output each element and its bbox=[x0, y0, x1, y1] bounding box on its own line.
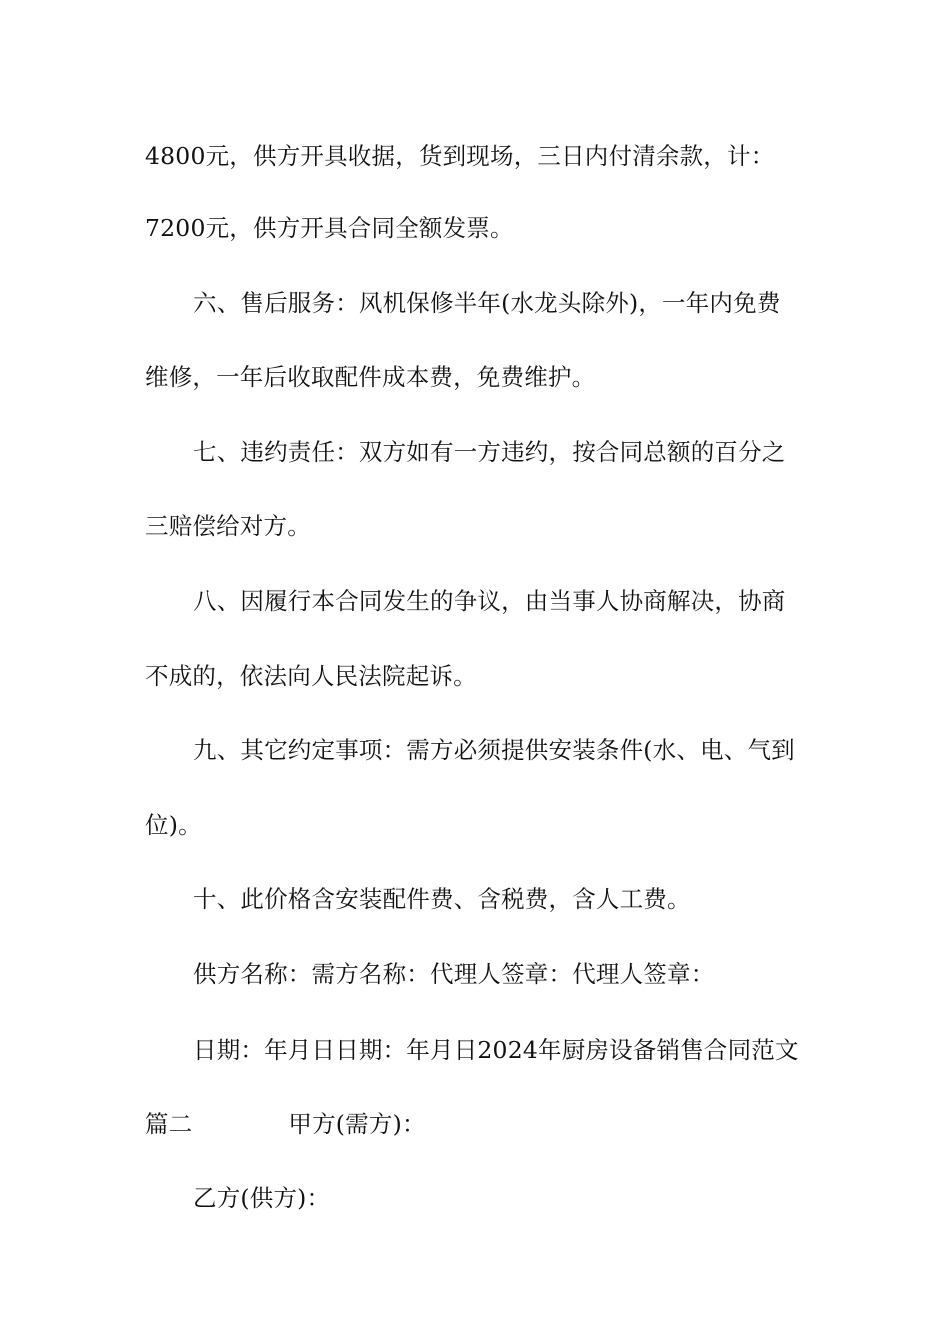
text-line-dates-and-title: 日期：年月日日期：年月日2024年厨房设备销售合同范文 bbox=[193, 1036, 799, 1064]
text-line-compensation: 三赔偿给对方。 bbox=[145, 512, 311, 540]
text-line-in-place: 位)。 bbox=[145, 811, 202, 839]
part-two-label: 篇二 bbox=[145, 1110, 193, 1138]
text-line-signatures: 供方名称：需方名称：代理人签章：代理人签章： bbox=[193, 960, 715, 988]
text-line-part-two bbox=[145, 1109, 810, 1139]
text-line-after-sales: 六、售后服务：风机保修半年(水龙头除外)，一年内免费 bbox=[193, 289, 781, 317]
text-line-payment-balance: 4800元，供方开具收据，货到现场，三日内付清余款，计： bbox=[145, 142, 775, 170]
text-line-price-includes: 十、此价格含安装配件费、含税费，含人工费。 bbox=[193, 885, 691, 913]
text-line-other-terms: 九、其它约定事项：需方必须提供安装条件(水、电、气到 bbox=[193, 736, 795, 764]
text-line-breach-liability: 七、违约责任：双方如有一方违约，按合同总额的百分之 bbox=[193, 438, 786, 466]
text-line-invoice: 7200元，供方开具合同全额发票。 bbox=[145, 214, 514, 242]
text-line-maintenance: 维修，一年后收取配件成本费，免费维护。 bbox=[145, 363, 596, 391]
party-a-label: 甲方(需方)： bbox=[288, 1110, 426, 1138]
text-line-court: 不成的，依法向人民法院起诉。 bbox=[145, 662, 477, 690]
text-line-party-b: 乙方(供方)： bbox=[193, 1184, 331, 1212]
text-line-dispute: 八、因履行本合同发生的争议，由当事人协商解决，协商 bbox=[193, 587, 786, 615]
